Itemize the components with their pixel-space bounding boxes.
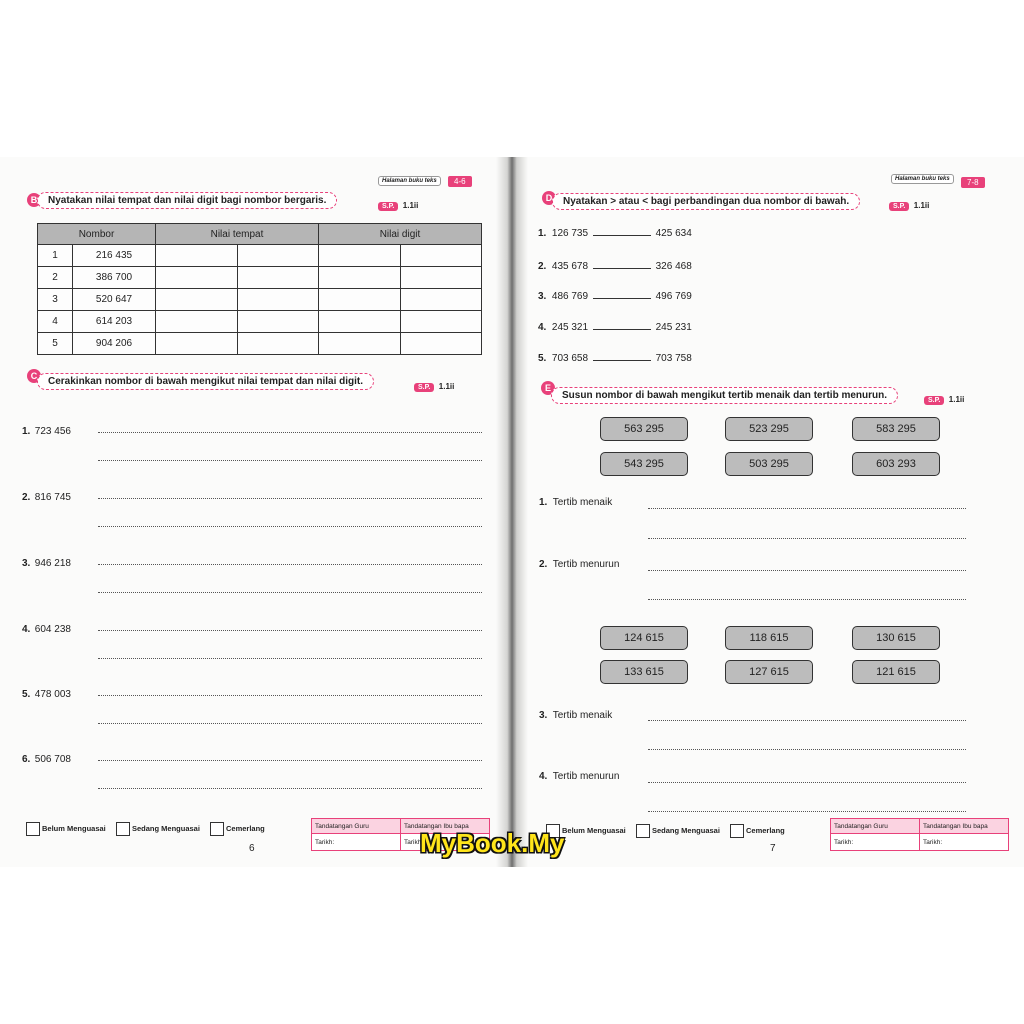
section-letter-d: D [542, 191, 556, 205]
page-left [0, 157, 510, 867]
checkbox-label: Cemerlang [226, 824, 265, 833]
answer-cell[interactable] [400, 289, 482, 311]
item-number: 3. [539, 710, 548, 721]
answer-cell[interactable] [237, 267, 319, 289]
answer-blank[interactable] [593, 360, 651, 361]
checkbox-label: Belum Menguasai [562, 826, 626, 835]
table-row [38, 245, 482, 267]
row-value: 386 700 [73, 267, 156, 289]
table-header-nilai-tempat: Nilai tempat [156, 224, 319, 245]
item-number: 2. [538, 261, 547, 272]
table-row [38, 311, 482, 333]
item-value: 946 218 [34, 558, 71, 569]
section-letter-e: E [541, 381, 555, 395]
number-card: 124 615 [600, 626, 688, 650]
row-number: 3 [38, 289, 73, 311]
date-field[interactable]: Tarikh: [312, 834, 401, 851]
checkbox-label: Sedang Menguasai [652, 826, 720, 835]
item-number: 1. [539, 497, 548, 508]
compare-right: 326 468 [655, 261, 692, 272]
checkbox-label: Belum Menguasai [42, 824, 106, 833]
sp-label: S.P. [924, 396, 944, 405]
answer-cell[interactable] [237, 333, 319, 355]
answer-line[interactable] [648, 570, 966, 571]
item-number: 3. [22, 558, 31, 569]
answer-blank[interactable] [593, 298, 651, 299]
section-b-instruction: Nyatakan nilai tempat dan nilai digit bagi nombor bergaris. [37, 192, 337, 209]
number-card: 523 295 [725, 417, 813, 441]
order-task [539, 710, 612, 721]
answer-cell[interactable] [400, 267, 482, 289]
item-number: 6. [22, 754, 31, 765]
decompose-item [22, 553, 71, 571]
number-card: 543 295 [600, 452, 688, 476]
number-card: 130 615 [852, 626, 940, 650]
answer-cell[interactable] [237, 311, 319, 333]
compare-right: 496 769 [655, 291, 692, 302]
table-row [38, 267, 482, 289]
number-card: 583 295 [852, 417, 940, 441]
row-number: 2 [38, 267, 73, 289]
answer-line[interactable] [648, 599, 966, 600]
compare-item [538, 322, 692, 333]
number-card: 603 293 [852, 452, 940, 476]
answer-line[interactable] [98, 630, 482, 631]
checkbox-label: Sedang Menguasai [132, 824, 200, 833]
order-task [539, 559, 619, 570]
answer-cell[interactable] [156, 333, 238, 355]
task-label: Tertib menurun [552, 559, 620, 570]
answer-cell[interactable] [237, 289, 319, 311]
section-letter-c: C [27, 369, 41, 383]
answer-line[interactable] [98, 526, 482, 527]
compare-item [538, 353, 692, 364]
signature-ibu-bapa-header: Tandatangan Ibu bapa [401, 819, 490, 834]
sp-value: 1.1ii [913, 201, 930, 210]
item-number: 1. [538, 228, 547, 239]
answer-cell[interactable] [319, 333, 401, 355]
task-label: Tertib menaik [552, 497, 613, 508]
answer-line[interactable] [98, 723, 482, 724]
answer-blank[interactable] [593, 235, 651, 236]
answer-blank[interactable] [593, 329, 651, 330]
item-number: 4. [539, 771, 548, 782]
task-label: Tertib menurun [552, 771, 620, 782]
sp-tag-d [889, 195, 929, 213]
answer-cell[interactable] [319, 245, 401, 267]
row-number: 5 [38, 333, 73, 355]
watermark-logo: MyBook.My [420, 828, 565, 858]
answer-cell[interactable] [156, 289, 238, 311]
sp-value: 1.1ii [438, 382, 455, 391]
checkbox-cemerlang[interactable] [210, 822, 224, 836]
compare-right: 425 634 [655, 228, 692, 239]
row-value: 216 435 [73, 245, 156, 267]
item-number: 1. [22, 426, 31, 437]
sp-label: S.P. [378, 202, 398, 211]
item-value: 604 238 [34, 624, 71, 635]
table-row [38, 333, 482, 355]
sp-value: 1.1ii [948, 395, 965, 404]
row-value: 614 203 [73, 311, 156, 333]
signature-guru-header: Tandatangan Guru [312, 819, 401, 834]
answer-line[interactable] [98, 695, 482, 696]
answer-cell[interactable] [237, 245, 319, 267]
compare-right: 245 231 [655, 322, 692, 333]
sp-value: 1.1ii [402, 201, 419, 210]
table-header-nombor: Nombor [38, 224, 156, 245]
textbook-page-label: Halaman buku teks [895, 176, 950, 182]
signature-ibu-bapa-header: Tandatangan Ibu bapa [920, 819, 1009, 834]
page-number: 6 [249, 843, 255, 854]
compare-left: 126 735 [551, 228, 589, 239]
order-task [539, 497, 612, 508]
textbook-page-ref [891, 174, 954, 184]
compare-left: 486 769 [551, 291, 589, 302]
book-spine [496, 157, 528, 867]
open-workbook [0, 157, 1024, 867]
answer-line[interactable] [648, 749, 966, 750]
answer-line[interactable] [98, 564, 482, 565]
answer-line[interactable] [98, 760, 482, 761]
compare-left: 435 678 [551, 261, 589, 272]
decompose-item [22, 684, 71, 702]
checkbox-label: Cemerlang [746, 826, 785, 835]
page-number: 7 [770, 843, 776, 854]
answer-line[interactable] [98, 592, 482, 593]
decompose-item [22, 749, 71, 767]
textbook-page-ref [378, 176, 441, 186]
number-card: 118 615 [725, 626, 813, 650]
answer-line[interactable] [648, 811, 966, 812]
section-e-instruction: Susun nombor di bawah mengikut tertib menaik dan tertib menurun. [551, 387, 898, 404]
compare-item [538, 261, 692, 272]
answer-cell[interactable] [156, 245, 238, 267]
decompose-item [22, 421, 71, 439]
number-card: 127 615 [725, 660, 813, 684]
decompose-item [22, 619, 71, 637]
item-number: 4. [538, 322, 547, 333]
answer-cell[interactable] [400, 311, 482, 333]
sp-tag-b [378, 195, 418, 213]
sp-tag-c [414, 376, 454, 394]
answer-line[interactable] [98, 460, 482, 461]
section-d-instruction: Nyatakan > atau < bagi perbandingan dua nombor di bawah. [552, 193, 860, 210]
row-value: 904 206 [73, 333, 156, 355]
textbook-page-range: 4-6 [448, 176, 472, 187]
number-card: 563 295 [600, 417, 688, 441]
number-card: 133 615 [600, 660, 688, 684]
page-right [514, 157, 1024, 867]
decompose-item [22, 487, 71, 505]
compare-left: 245 321 [551, 322, 589, 333]
number-card: 503 295 [725, 452, 813, 476]
checkbox-sedang-menguasai[interactable] [636, 824, 650, 838]
answer-line[interactable] [648, 508, 966, 509]
item-value: 478 003 [34, 689, 71, 700]
answer-line[interactable] [98, 498, 482, 499]
answer-blank[interactable] [593, 268, 651, 269]
answer-line[interactable] [98, 432, 482, 433]
sp-tag-e [924, 389, 964, 407]
date-field[interactable]: Tarikh: [401, 834, 490, 851]
item-number: 2. [539, 559, 548, 570]
answer-cell[interactable] [400, 245, 482, 267]
answer-cell[interactable] [319, 267, 401, 289]
item-number: 3. [538, 291, 547, 302]
compare-item [538, 291, 692, 302]
compare-left: 703 658 [551, 353, 589, 364]
signature-guru-header: Tandatangan Guru [831, 819, 920, 834]
number-card: 121 615 [852, 660, 940, 684]
date-field[interactable]: Tarikh: [831, 834, 920, 851]
item-number: 2. [22, 492, 31, 503]
signature-table [830, 818, 1009, 851]
answer-cell[interactable] [319, 311, 401, 333]
item-value: 816 745 [34, 492, 71, 503]
answer-line[interactable] [98, 658, 482, 659]
answer-line[interactable] [648, 782, 966, 783]
compare-item [538, 228, 692, 239]
row-value: 520 647 [73, 289, 156, 311]
section-c-instruction: Cerakinkan nombor di bawah mengikut nilai tempat dan nilai digit. [37, 373, 374, 390]
item-number: 4. [22, 624, 31, 635]
order-task [539, 771, 619, 782]
answer-cell[interactable] [400, 333, 482, 355]
sp-label: S.P. [414, 383, 434, 392]
answer-line[interactable] [98, 788, 482, 789]
answer-cell[interactable] [156, 267, 238, 289]
item-number: 5. [538, 353, 547, 364]
row-number: 4 [38, 311, 73, 333]
textbook-page-range: 7-8 [961, 177, 985, 188]
checkbox-cemerlang[interactable] [730, 824, 744, 838]
checkbox-sedang-menguasai[interactable] [116, 822, 130, 836]
answer-line[interactable] [648, 720, 966, 721]
row-number: 1 [38, 245, 73, 267]
checkbox-belum-menguasai[interactable] [26, 822, 40, 836]
table-header-nilai-digit: Nilai digit [319, 224, 482, 245]
task-label: Tertib menaik [552, 710, 613, 721]
date-field[interactable]: Tarikh: [920, 834, 1009, 851]
answer-cell[interactable] [319, 289, 401, 311]
compare-right: 703 758 [655, 353, 692, 364]
answer-cell[interactable] [156, 311, 238, 333]
textbook-page-label: Halaman buku teks [382, 178, 437, 184]
table-row [38, 289, 482, 311]
item-number: 5. [22, 689, 31, 700]
item-value: 723 456 [34, 426, 71, 437]
section-letter-b: B [27, 193, 41, 207]
sp-label: S.P. [889, 202, 909, 211]
answer-line[interactable] [648, 538, 966, 539]
item-value: 506 708 [34, 754, 71, 765]
place-value-table [37, 223, 482, 355]
